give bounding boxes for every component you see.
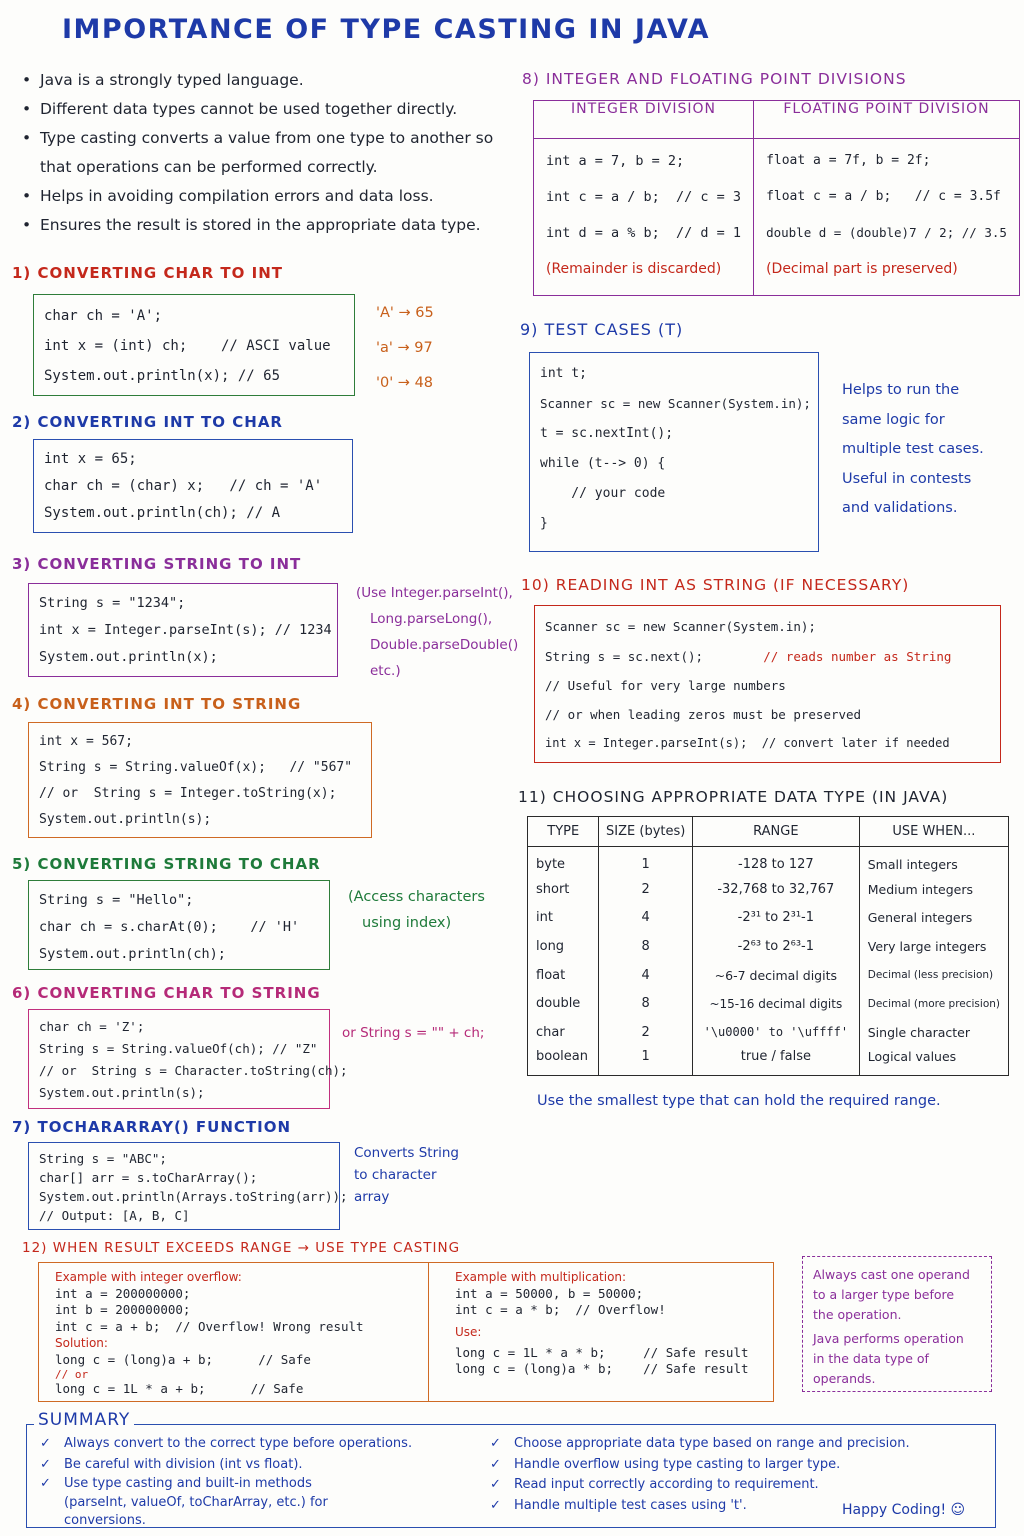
code-line: // or String s = Integer.toString(x);	[39, 786, 337, 801]
type-cell: float	[528, 961, 599, 990]
summary-item: ✓ Always convert to the correct type before operations.	[40, 1434, 480, 1455]
section-12-title: 12) WHEN RESULT EXCEEDS RANGE → USE TYPE CASTING	[22, 1240, 461, 1256]
use-cell: Decimal (less precision)	[859, 961, 1008, 990]
summary-left-list	[40, 1434, 480, 1531]
table-row	[528, 1047, 1009, 1076]
section-4-title: 4) CONVERTING INT TO STRING	[12, 695, 302, 713]
code-line: String s = "1234";	[39, 595, 186, 611]
code-line: // Useful for very large numbers	[545, 678, 786, 693]
size-cell: 2	[599, 1018, 693, 1047]
range-cell: -32,768 to 32,767	[692, 875, 859, 904]
size-cell: 8	[599, 989, 693, 1018]
size-cell: 2	[599, 875, 693, 904]
note-line: Always cast one operand	[813, 1267, 970, 1282]
section-5-notes	[348, 884, 485, 936]
intro-item: • Java is a strongly typed language.	[22, 66, 522, 95]
code-line: double d = (double)7 / 2; // 3.5	[766, 225, 1007, 240]
range-cell: true / false	[692, 1047, 859, 1076]
table-row	[528, 1018, 1009, 1047]
code-line: float c = a / b; // c = 3.5f	[766, 189, 1001, 204]
code-line: t = sc.nextInt();	[540, 426, 674, 441]
size-cell: 4	[599, 961, 693, 990]
code-line: int x = Integer.parseInt(s); // convert later if needed	[545, 736, 950, 750]
summary-title: SUMMARY	[34, 1410, 134, 1430]
signoff: Happy Coding! ☺	[842, 1502, 966, 1518]
code-line: long c = (long)a * b; // Safe result	[455, 1361, 749, 1376]
note-line: Long.parseLong(),	[370, 611, 493, 627]
table-row	[528, 904, 1009, 933]
use-label: Use:	[455, 1324, 482, 1339]
use-cell: Medium integers	[859, 875, 1008, 904]
ascii-note: 'A' → 65	[376, 305, 434, 321]
data-type-table	[527, 816, 1009, 1076]
note-line: and validations.	[842, 500, 958, 516]
note-line: array	[354, 1189, 390, 1205]
section-1-code	[33, 294, 355, 396]
size-cell: 1	[599, 847, 693, 876]
code-line: String s = sc.next();	[545, 649, 764, 664]
note-line: (Access characters	[348, 889, 485, 905]
code-line: long c = 1L * a * b; // Safe result	[455, 1344, 749, 1360]
note-line: using index)	[362, 915, 452, 931]
section-7-notes	[354, 1142, 459, 1208]
code-line: int a = 200000000;	[55, 1285, 191, 1301]
section-1-title: 1) CONVERTING CHAR TO INT	[12, 264, 283, 282]
intro-item: • Different data types cannot be used together directly.	[22, 95, 522, 124]
multiplication-example	[455, 1269, 749, 1378]
table-row	[528, 875, 1009, 904]
size-cell: 8	[599, 932, 693, 961]
code-line: char[] arr = s.toCharArray();	[39, 1170, 258, 1185]
float-division-note: (Decimal part is preserved)	[766, 261, 958, 277]
note-line: multiple test cases.	[842, 441, 984, 457]
note-line: Useful in contests	[842, 470, 972, 487]
code-line: int b = 200000000;	[55, 1302, 191, 1317]
section-7-code	[28, 1142, 348, 1230]
summary-item: ✓ Use type casting and built-in methods (parseInt, valueOf, toCharArray, etc.) for conversions.	[40, 1475, 370, 1531]
code-line: char ch = 'A';	[44, 308, 163, 324]
section-8-title: 8) INTEGER AND FLOATING POINT DIVISIONS	[522, 70, 907, 88]
code-line: int x = 65;	[44, 451, 137, 467]
section-9-title: 9) TEST CASES (T)	[520, 320, 684, 339]
integer-division-cell	[534, 139, 754, 296]
code-line: System.out.println(s);	[39, 812, 212, 827]
code-line: System.out.println(Arrays.toString(arr));	[39, 1189, 348, 1204]
code-line: int a = 7, b = 2;	[546, 153, 685, 169]
summary-item: ✓ Handle overflow using type casting to larger type.	[490, 1455, 990, 1476]
column-header: RANGE	[692, 817, 859, 847]
code-line: int c = a / b; // c = 3	[546, 189, 742, 205]
section-12-side-notes	[802, 1256, 992, 1392]
overflow-example	[55, 1269, 364, 1398]
section-12-box	[38, 1262, 774, 1402]
code-line: int c = a * b; // Overflow!	[455, 1302, 666, 1317]
code-line: int d = a % b; // d = 1	[546, 225, 742, 241]
code-line: long c = 1L * a + b; // Safe	[55, 1381, 304, 1396]
section-1-notes	[376, 296, 434, 401]
code-line: Scanner sc = new Scanner(System.in);	[540, 396, 811, 411]
table-row	[528, 932, 1009, 961]
code-line: int x = 567;	[39, 734, 133, 749]
use-cell: Logical values	[859, 1047, 1008, 1076]
note-line: Helps to run the	[842, 382, 960, 398]
summary-item: ✓ Choose appropriate data type based on range and precision.	[490, 1434, 990, 1455]
type-cell: char	[528, 1018, 599, 1047]
code-line: while (t--> 0) {	[540, 456, 666, 471]
column-header: USE WHEN...	[859, 817, 1008, 847]
ascii-note: '0' → 48	[376, 375, 434, 391]
section-3-code	[28, 583, 338, 677]
use-cell: Single character	[859, 1018, 1008, 1047]
note-line: Converts String	[354, 1145, 459, 1161]
section-3-title: 3) CONVERTING STRING TO INT	[12, 555, 302, 573]
use-cell: Decimal (more precision)	[859, 989, 1008, 1018]
section-6-note: or String s = "" + ch;	[342, 1025, 485, 1041]
section-2-title: 2) CONVERTING INT TO CHAR	[12, 413, 283, 431]
code-line: // or when leading zeros must be preserved	[545, 707, 862, 722]
code-line: float a = 7f, b = 2f;	[766, 153, 931, 168]
note-line: (Use Integer.parseInt(),	[356, 585, 513, 601]
integer-division-note: (Remainder is discarded)	[546, 261, 722, 277]
code-line: System.out.println(ch); // A	[44, 505, 281, 521]
note-line: Java performs operation	[813, 1331, 964, 1346]
summary-item: ✓ Be careful with division (int vs float).	[40, 1455, 480, 1476]
type-cell: boolean	[528, 1047, 599, 1076]
code-line: int a = 50000, b = 50000;	[455, 1285, 644, 1301]
range-cell: -2³¹ to 2³¹-1	[692, 904, 859, 933]
code-line: int x = Integer.parseInt(s); // 1234	[39, 622, 332, 638]
section-6-code	[28, 1009, 348, 1109]
data-type-footer: Use the smallest type that can hold the required range.	[537, 1093, 941, 1109]
section-10-code	[534, 605, 1001, 763]
summary-item: ✓ Read input correctly according to requirement.	[490, 1475, 990, 1496]
code-line: System.out.println(x); // 65	[44, 368, 281, 384]
type-cell: double	[528, 989, 599, 1018]
type-cell: long	[528, 932, 599, 961]
range-cell: ~15-16 decimal digits	[692, 989, 859, 1018]
float-division-header: FLOATING POINT DIVISION	[754, 101, 1020, 139]
code-line: int t;	[540, 366, 587, 381]
range-cell: ~6-7 decimal digits	[692, 961, 859, 990]
note-line: same logic for	[842, 411, 945, 428]
note-line: etc.)	[370, 663, 401, 679]
use-cell: General integers	[859, 904, 1008, 933]
example-label: Example with integer overflow:	[55, 1270, 242, 1284]
code-line: int c = a + b; // Overflow! Wrong result	[55, 1318, 364, 1334]
type-cell: int	[528, 904, 599, 933]
size-cell: 1	[599, 1047, 693, 1076]
section-11-title: 11) CHOOSING APPROPRIATE DATA TYPE (IN JAVA)	[518, 788, 949, 806]
table-row	[528, 961, 1009, 990]
use-cell: Very large integers	[859, 932, 1008, 961]
code-line: char ch = s.charAt(0); // 'H'	[39, 919, 300, 935]
code-line: String s = "Hello";	[39, 892, 194, 908]
range-cell: -2⁶³ to 2⁶³-1	[692, 932, 859, 961]
ascii-note: 'a' → 97	[376, 340, 433, 356]
note-line: Double.parseDouble()	[370, 637, 519, 653]
section-9-code	[529, 352, 819, 552]
table-row	[528, 989, 1009, 1018]
code-line: System.out.println(x);	[39, 649, 218, 665]
type-cell: short	[528, 875, 599, 904]
code-line: System.out.println(ch);	[39, 946, 226, 962]
solution-label: Solution:	[55, 1336, 108, 1350]
intro-list	[22, 66, 522, 240]
range-cell: '\u0000' to '\uffff'	[692, 1018, 859, 1047]
size-cell: 4	[599, 904, 693, 933]
section-2-code	[33, 439, 353, 533]
column-header: SIZE (bytes)	[599, 817, 693, 847]
note-line: operands.	[813, 1371, 876, 1386]
example-label: Example with multiplication:	[455, 1270, 627, 1284]
division-table	[533, 100, 1020, 296]
type-cell: byte	[528, 847, 599, 876]
section-7-title: 7) TOCHARARRAY() FUNCTION	[12, 1118, 292, 1136]
summary-item: ✓ Handle multiple test cases using 't'.	[490, 1496, 990, 1517]
section-5-code	[28, 880, 330, 970]
section-10-title: 10) READING INT AS STRING (IF NECESSARY)	[521, 576, 910, 594]
code-line: System.out.println(s);	[39, 1085, 205, 1100]
page-title: IMPORTANCE OF TYPE CASTING IN JAVA	[62, 14, 710, 45]
code-line: String s = "ABC";	[39, 1151, 167, 1166]
table-row	[528, 847, 1009, 876]
float-division-cell	[754, 139, 1020, 296]
code-line: // or String s = Character.toString(ch);	[39, 1063, 348, 1078]
code-line: // Output: [A, B, C]	[39, 1208, 190, 1223]
section-5-title: 5) CONVERTING STRING TO CHAR	[12, 855, 321, 873]
intro-item: • Type casting converts a value from one type to another so that operations can be performed correctly.	[22, 124, 522, 182]
section-3-notes	[356, 580, 518, 684]
code-line: int x = (int) ch; // ASCI value	[44, 338, 331, 354]
note-line: in the data type of	[813, 1351, 929, 1366]
integer-division-header: INTEGER DIVISION	[534, 101, 754, 139]
code-line: char ch = 'Z';	[39, 1019, 145, 1034]
use-cell: Small integers	[859, 847, 1008, 876]
code-line: long c = (long)a + b; // Safe	[55, 1351, 311, 1367]
code-line: }	[540, 516, 548, 531]
range-cell: -128 to 127	[692, 847, 859, 876]
note-line: the operation.	[813, 1307, 902, 1322]
code-line-with-comment	[545, 641, 990, 671]
column-header: TYPE	[528, 817, 599, 847]
code-line: Scanner sc = new Scanner(System.in);	[545, 619, 816, 634]
or-label: // or	[55, 1368, 89, 1381]
code-line: char ch = (char) x; // ch = 'A'	[44, 478, 323, 494]
code-line: // your code	[540, 486, 666, 501]
intro-item: • Helps in avoiding compilation errors and data loss.	[22, 182, 522, 211]
code-comment: // reads number as String	[763, 649, 952, 664]
note-line: to character	[354, 1167, 437, 1183]
code-line: String s = String.valueOf(ch); // "Z"	[39, 1041, 318, 1056]
note-line: to a larger type before	[813, 1287, 955, 1302]
section-4-code	[28, 722, 372, 838]
intro-item: • Ensures the result is stored in the appropriate data type.	[22, 211, 522, 240]
section-6-title: 6) CONVERTING CHAR TO STRING	[12, 984, 321, 1002]
section-9-notes	[842, 376, 984, 524]
code-line: String s = String.valueOf(x); // "567"	[39, 760, 353, 775]
